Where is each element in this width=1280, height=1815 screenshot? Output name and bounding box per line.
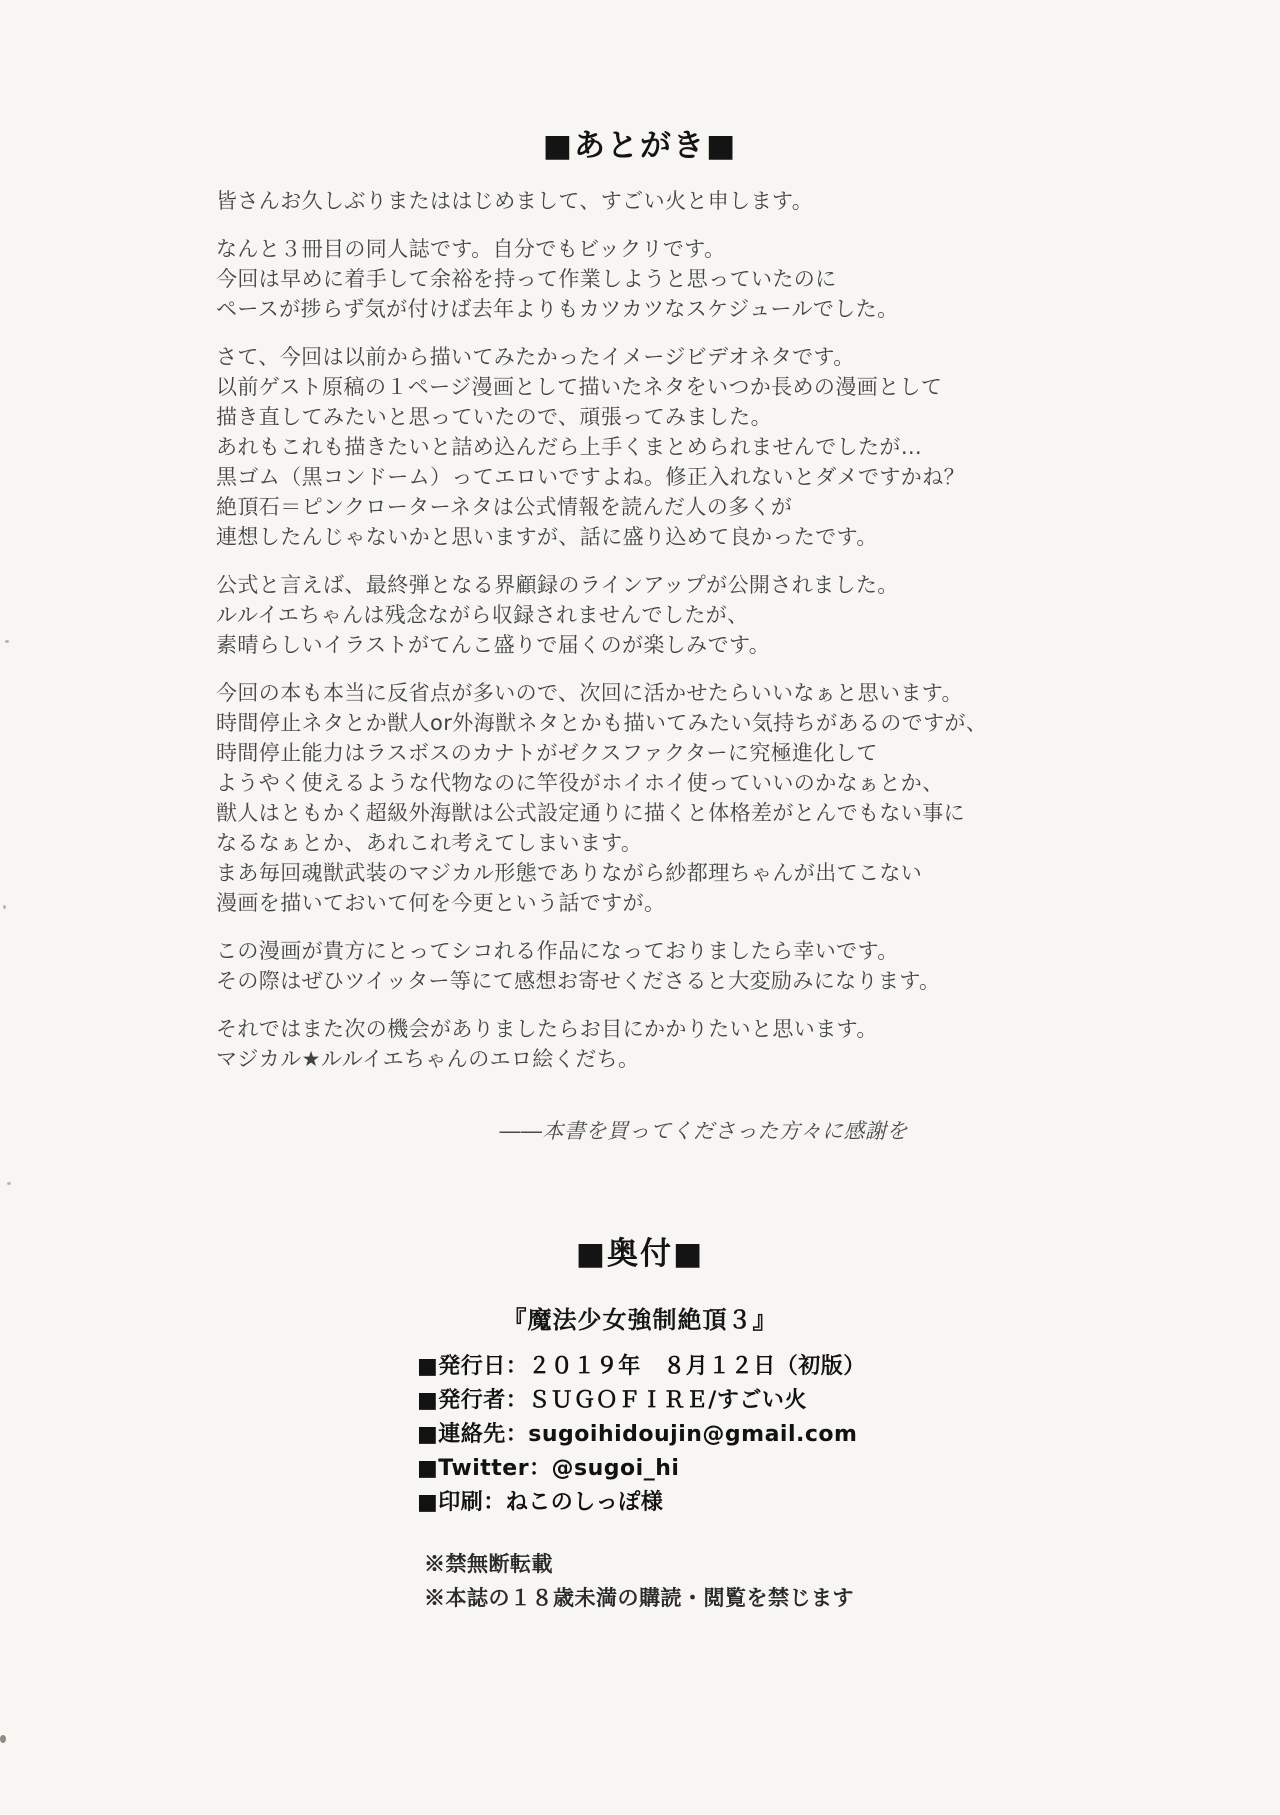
text-line: 今回の本も本当に反省点が多いので、次回に活かせたらいいなぁと思います。 xyxy=(216,681,963,705)
text-line: マジカル★ルルイエちゃんのエロ絵くだち。 xyxy=(216,1047,640,1071)
text-line: 漫画を描いておいて何を今更という話ですが。 xyxy=(216,891,666,915)
note-age-restriction: ※本誌の１８歳未満の購読・閲覧を禁じます xyxy=(424,1585,854,1610)
scan-speck xyxy=(3,905,6,909)
paragraph xyxy=(216,936,956,996)
colophon-contact-email: ■連絡先：sugoihidoujin@gmail.com xyxy=(417,1422,858,1447)
text-line: なるなぁとか、あれこれ考えてしまいます。 xyxy=(216,831,643,855)
note-no-reproduction: ※禁無断転載 xyxy=(424,1551,553,1576)
text-line: 黒ゴム（黒コンドーム）ってエロいですよね。修正入れないとダメですかね？ xyxy=(216,465,965,489)
text-line: 以前ゲスト原稿の１ページ漫画として描いたネタをいつか長めの漫画として xyxy=(216,375,943,399)
text-line: まあ毎回魂獣武装のマジカル形態でありながら紗都理ちゃんが出てこない xyxy=(216,861,923,885)
colophon-publisher: ■発行者：ＳＵＧＯＦＩＲＥ/すごい火 xyxy=(417,1388,807,1413)
scan-speck xyxy=(0,1735,6,1743)
afterword-heading: ■あとがき■ xyxy=(542,128,738,164)
colophon-heading: ■奥付■ xyxy=(575,1236,705,1272)
paragraph xyxy=(216,570,956,660)
text-line: 公式と言えば、最終弾となる界顧録のラインアップが公開されました。 xyxy=(216,573,899,597)
paragraph xyxy=(216,234,956,324)
colophon-publish-date: ■発行日：２０１９年 ８月１２日（初版） xyxy=(417,1354,866,1379)
paragraph xyxy=(216,186,956,216)
text-line: その際はぜひツイッター等にて感想お寄せくださると大変励みになります。 xyxy=(216,969,941,993)
text-line: 絶頂石＝ピンクローターネタは公式情報を読んだ人の多くが xyxy=(216,495,793,519)
paragraph xyxy=(216,678,988,918)
afterword-body xyxy=(216,186,988,1092)
colophon-printer: ■印刷：ねこのしっぽ様 xyxy=(417,1490,664,1515)
text-line: あれもこれも描きたいと詰め込んだら上手くまとめられませんでしたが… xyxy=(216,435,923,459)
text-line: 時間停止ネタとか獣人or外海獣ネタとかも描いてみたい気持ちがあるのですが、 xyxy=(216,711,988,735)
text-line: なんと３冊目の同人誌です。自分でもビックリです。 xyxy=(216,237,726,261)
text-line: この漫画が貴方にとってシコれる作品になっておりましたら幸いです。 xyxy=(216,939,899,963)
text-line: それではまた次の機会がありましたらお目にかかりたいと思います。 xyxy=(216,1017,878,1041)
text-line: さて、今回は以前から描いてみたかったイメージビデオネタです。 xyxy=(216,345,855,369)
scan-speck xyxy=(5,640,9,643)
dedication-line: ――本書を買ってくださった方々に感謝を xyxy=(499,1119,908,1143)
text-line: 獣人はともかく超級外海獣は公式設定通りに描くと体格差がとんでもない事に xyxy=(216,801,965,825)
colophon-entries xyxy=(417,1350,866,1520)
text-line: ようやく使えるような代物なのに竿役がホイホイ使っていいのかなぁとか、 xyxy=(216,771,944,795)
text-line: 素晴らしいイラストがてんこ盛りで届くのが楽しみです。 xyxy=(216,633,771,657)
text-line: 描き直してみたいと思っていたので、頑張ってみました。 xyxy=(216,405,772,429)
paragraph xyxy=(216,1014,956,1074)
paragraph xyxy=(216,342,965,552)
text-line: 皆さんお久しぶりまたははじめまして、すごい火と申します。 xyxy=(216,189,814,213)
text-line: 時間停止能力はラスボスのカナトがゼクスファクターに究極進化して xyxy=(216,741,878,765)
scan-speck xyxy=(7,1182,11,1185)
text-line: ルルイエちゃんは残念ながら収録されませんでしたが、 xyxy=(216,603,749,627)
colophon-twitter-handle: ■Twitter：@sugoi_hi xyxy=(417,1456,680,1481)
text-line: 今回は早めに着手して余裕を持って作業しようと思っていたのに xyxy=(216,267,837,291)
book-title: 『魔法少女強制絶頂３』 xyxy=(502,1306,778,1334)
text-line: 連想したんじゃないかと思いますが、話に盛り込めて良かったです。 xyxy=(216,525,878,549)
text-line: ペースが捗らず気が付けば去年よりもカツカツなスケジュールでした。 xyxy=(216,297,899,321)
colophon-notes xyxy=(424,1547,854,1615)
